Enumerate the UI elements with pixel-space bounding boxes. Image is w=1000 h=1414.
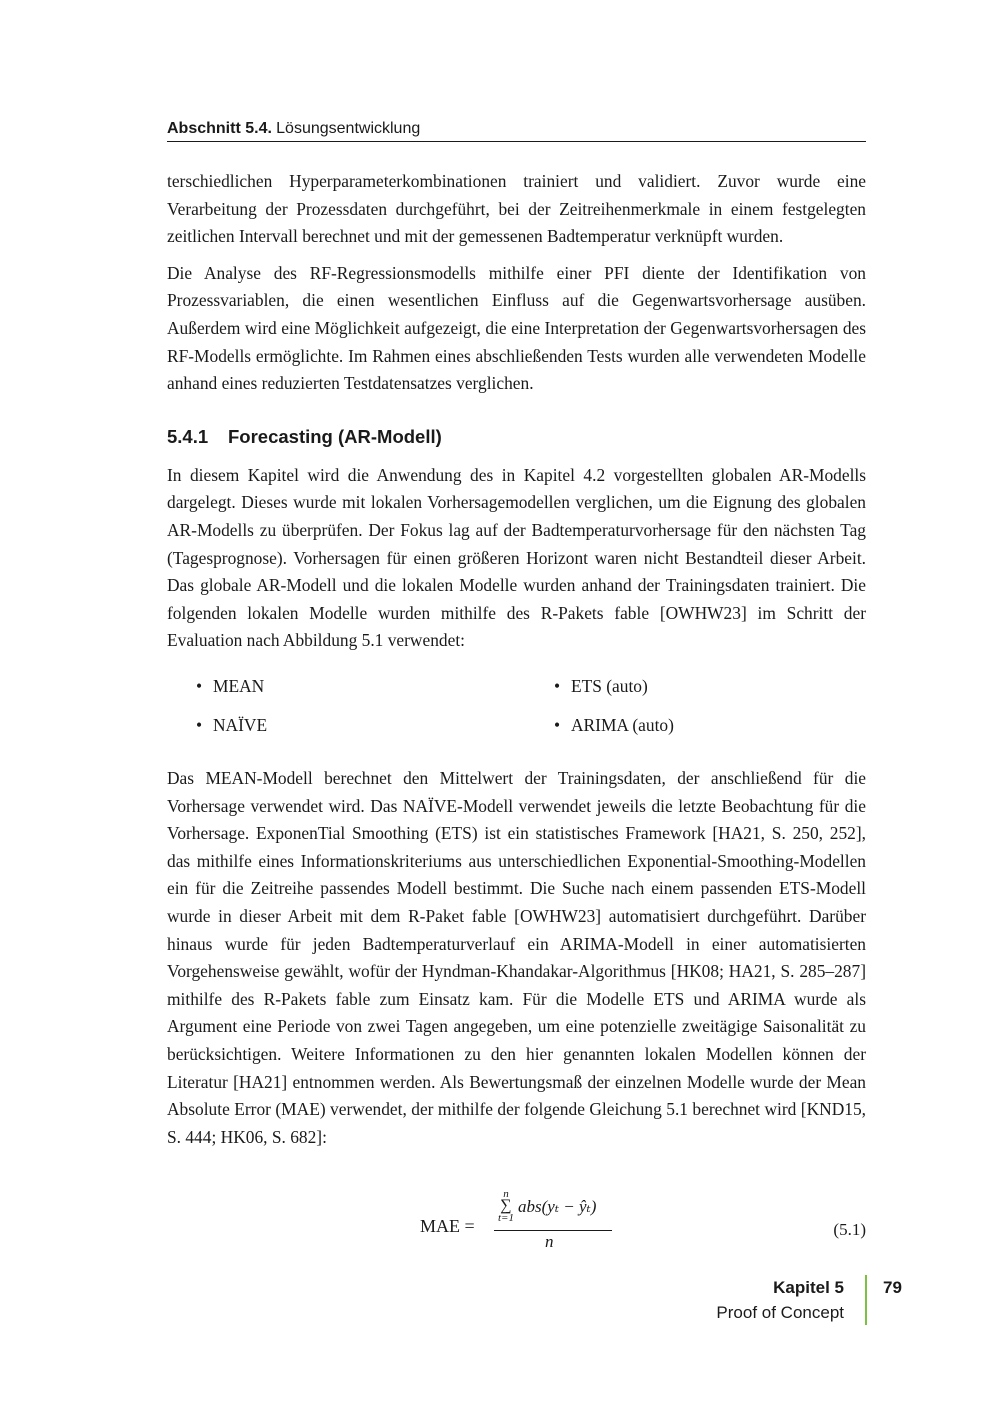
page-footer — [600, 1275, 910, 1325]
subsection-number: 5.4.1 — [167, 425, 209, 447]
list-item: • NAÏVE — [167, 712, 525, 740]
paragraph: Das MEAN-Modell berechnet den Mittelwert der Trainingsdaten, der anschließend für die Vorhersage verwendet wird. Das NAÏVE-Modell verwendet jeweils die letzte Beobachtung für die Vorhersage. ExponenTial Smoothing (ETS) ist ein statistisches Framework [HA21, S. 250, 252], das mithilfe eines Informationskriteriums aus unterschiedlichen Exponential-Smoothing-Modellen ein für die Zeitreihe passendes Modell bestimmt. Die Suche nach einem passenden ETS-Modell wurde in dieser Arbeit mit dem R-Paket fable [OWHW23] automatisiert durchgeführt. Darüber hinaus wurde für jeden Badtemperaturverlauf ein ARIMA-Modell in einer automatisierten Vorgehensweise gewählt, wofür der Hyndman-Khandakar-Algorithmus [HK08; HA21, S. 285–287] mithilfe des R-Pakets fable zum Einsatz kam. Für die Modelle ETS und ARIMA wurde als Argument eine Periode von zwei Tagen angegeben, um eine potenzielle zweitägige Saisonalität zu berücksichtigen. Weitere Informationen zu den hier genannten lokalen Modellen können der Literatur [HA21] entnommen werden. Als Bewertungsmaß der einzelnen Modelle wurde der Mean Absolute Error (MAE) verwendet, der mithilfe der folgende Gleichung 5.1 berechnet wird [KND15, S. 444; HK06, S. 682]: — [167, 768, 866, 1147]
model-list — [167, 673, 866, 739]
equation-number: (5.1) — [833, 1220, 866, 1239]
fraction-line — [494, 1230, 612, 1231]
page-number: 79 — [883, 1278, 902, 1297]
equation-fraction — [494, 1185, 614, 1261]
running-header — [167, 117, 866, 142]
footer-chapter: Kapitel 5 — [773, 1278, 844, 1297]
paragraph: Die Analyse des RF-Regressionsmodells mithilfe einer PFI diente der Identifikation von Prozessvariablen, die einen wesentlichen Einfluss auf die Gegenwartsvorhersage ausüben. Außerdem wird eine Möglichkeit aufgezeigt, die eine Interpretation der Gegenwartsvorhersagen des RF-Modells ermöglichte. Im Rahmen eines abschließenden Tests wurden alle verwendeten Modelle anhand eines reduzierten Testdatensatzes verglichen. — [167, 262, 866, 394]
page-body — [167, 168, 866, 1151]
sum-operator: n ∑ t=1 — [498, 1188, 514, 1224]
footer-chapter-title: Proof of Concept — [716, 1303, 844, 1322]
list-item: • ETS (auto) — [525, 673, 866, 701]
subsection-heading — [167, 424, 866, 450]
subsection-title: Forecasting (AR-Modell) — [228, 425, 442, 447]
header-section-label: Abschnitt 5.4. — [167, 120, 272, 137]
equation-mae — [167, 1185, 866, 1261]
list-item: • ARIMA (auto) — [525, 712, 866, 740]
equation-denominator: n — [545, 1232, 554, 1251]
paragraph: terschiedlichen Hyperparameterkombinationen trainiert und validiert. Zuvor wurde eine Verarbeitung der Prozessdaten durchgeführt, bei der Zeitreihenmerkmale in einem festgelegten zeitlichen Intervall berechnet und mit der gemessenen Badtemperatur verknüpft wurden. — [167, 171, 866, 247]
equation-numerator: abs(yₜ − ŷₜ) — [518, 1197, 597, 1216]
list-item: • MEAN — [167, 673, 525, 701]
header-section-title: Lösungsentwicklung — [276, 120, 421, 137]
footer-accent-bar — [865, 1275, 867, 1325]
equation-lhs: MAE = — [420, 1216, 475, 1236]
paragraph: In diesem Kapitel wird die Anwendung des in Kapitel 4.2 vorgestellten globalen AR-Modells dargelegt. Dieses wurde mit lokalen Vorhersagemodellen verglichen, um die Eignung des globalen AR-Modells zu überprüfen. Der Fokus lag auf der Badtemperaturvorhersage für den nächsten Tag (Tagesprognose). Vorhersagen für einen größeren Horizont waren nicht Bestandteil dieser Arbeit. Das globale AR-Modell und die lokalen Modelle wurden anhand der Trainingsdaten trainiert. Die folgenden lokalen Modelle wurden mithilfe des R-Pakets fable [OWHW23] im Schritt der Evaluation nach Abbildung 5.1 verwendet: — [167, 464, 866, 651]
